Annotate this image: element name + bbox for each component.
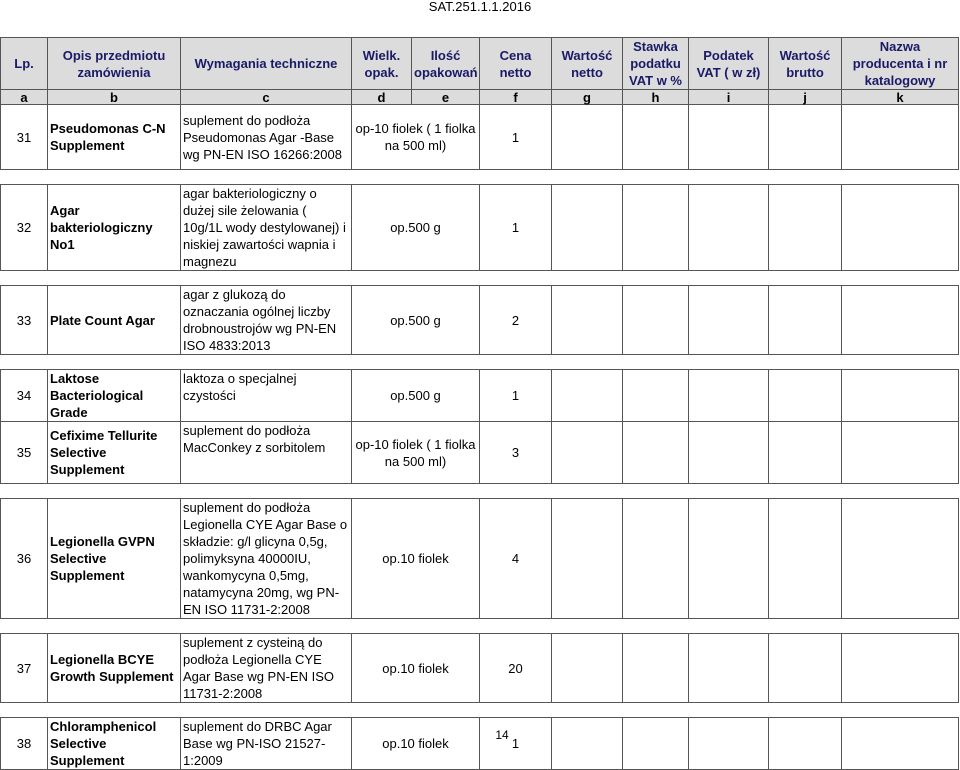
column-letter: i [689, 90, 769, 105]
header-wartosc-netto: Wartość netto [552, 38, 623, 90]
item-requirements: suplement do podłoża MacConkey z sorbitolem [181, 422, 352, 484]
item-requirements: suplement z cysteiną do podłoża Legionella CYE Agar Base wg PN-EN ISO 11731-2:2008 [181, 634, 352, 703]
column-letter: j [769, 90, 842, 105]
header-producent: Nazwa producenta i nr katalogowy [842, 38, 959, 90]
column-letter: e [412, 90, 480, 105]
row-number: 34 [1, 370, 48, 422]
package-count: 4 [480, 499, 552, 619]
package-size: op.500 g [352, 286, 480, 355]
header-stawka: Stawka podatku VAT w % [623, 38, 689, 90]
package-size: op.10 fiolek [352, 499, 480, 619]
table-row [1, 370, 959, 422]
table-row [1, 286, 959, 355]
item-requirements: laktoza o specjalnej czystości [181, 370, 352, 422]
column-letter: b [48, 90, 181, 105]
package-count: 2 [480, 286, 552, 355]
package-size: op.500 g [352, 185, 480, 271]
package-size: op.500 g [352, 370, 480, 422]
table-row [1, 634, 959, 703]
package-size: op-10 fiolek ( 1 fiolka na 500 ml) [352, 422, 480, 484]
row-number: 38 [1, 718, 48, 770]
header-ilosc: Ilość opakowań [412, 38, 480, 90]
row-number: 32 [1, 185, 48, 271]
table-row [1, 718, 959, 770]
item-requirements: agar z glukozą do oznaczania ogólnej liczby drobnoustrojów wg PN-EN ISO 4833:2013 [181, 286, 352, 355]
item-requirements: suplement do podłoża Legionella CYE Agar Base o składzie: g/l glicyna 0,5g, polimyksyna 40000IU, wankomycyna 0,5mg, natamycyna 20mg, wg PN-EN ISO 11731-2:2008 [181, 499, 352, 619]
item-name: Pseudomonas C-N Supplement [48, 105, 181, 170]
table-row [1, 422, 959, 484]
column-letter: f [480, 90, 552, 105]
package-count: 1 [480, 105, 552, 170]
document-title: SAT.251.1.1.2016 [428, 0, 532, 14]
header-podatek: Podatek VAT ( w zł) [689, 38, 769, 90]
table-row [1, 105, 959, 170]
package-count: 1 [480, 185, 552, 271]
header-lp: Lp. [1, 38, 48, 90]
row-number: 35 [1, 422, 48, 484]
item-name: Plate Count Agar [48, 286, 181, 355]
item-requirements: suplement do podłoża Pseudomonas Agar -Base wg PN-EN ISO 16266:2008 [181, 105, 352, 170]
item-name: Laktose Bacteriological Grade [48, 370, 181, 422]
column-letter: k [842, 90, 959, 105]
row-number: 36 [1, 499, 48, 619]
table-row [1, 185, 959, 271]
package-count: 1 [480, 370, 552, 422]
header-wymagania: Wymagania techniczne [181, 38, 352, 90]
row-number: 31 [1, 105, 48, 170]
column-letters-row [1, 90, 959, 105]
header-wartosc-brutto: Wartość brutto [769, 38, 842, 90]
row-number: 33 [1, 286, 48, 355]
item-requirements: suplement do DRBC Agar Base wg PN-ISO 21527-1:2009 [181, 718, 352, 770]
item-requirements: agar bakteriologiczny o dużej sile żelowania ( 10g/1L wody destylowanej) i niskiej zawartości wapnia i magnezu [181, 185, 352, 271]
header-wielk: Wielk. opak. [352, 38, 412, 90]
package-count: 1 [480, 718, 552, 770]
table-row [1, 499, 959, 619]
column-letter: h [623, 90, 689, 105]
item-name: Agar bakteriologiczny No1 [48, 185, 181, 271]
package-size: op-10 fiolek ( 1 fiolka na 500 ml) [352, 105, 480, 170]
column-letter: g [552, 90, 623, 105]
header-opis: Opis przedmiotu zamówienia [48, 38, 181, 90]
package-count: 3 [480, 422, 552, 484]
column-letter: d [352, 90, 412, 105]
column-letter: c [181, 90, 352, 105]
package-count: 20 [480, 634, 552, 703]
specification-table [0, 37, 959, 770]
row-number: 37 [1, 634, 48, 703]
item-name: Legionella GVPN Selective Supplement [48, 499, 181, 619]
item-name: Legionella BCYE Growth Supplement [48, 634, 181, 703]
header-cena: Cena netto [480, 38, 552, 90]
header-row [1, 38, 959, 90]
package-size: op.10 fiolek [352, 634, 480, 703]
item-name: Chloramphenicol Selective Supplement [48, 718, 181, 770]
package-size: op.10 fiolek [352, 718, 480, 770]
page-number: 14 [495, 728, 509, 742]
item-name: Cefixime Tellurite Selective Supplement [48, 422, 181, 484]
column-letter: a [1, 90, 48, 105]
